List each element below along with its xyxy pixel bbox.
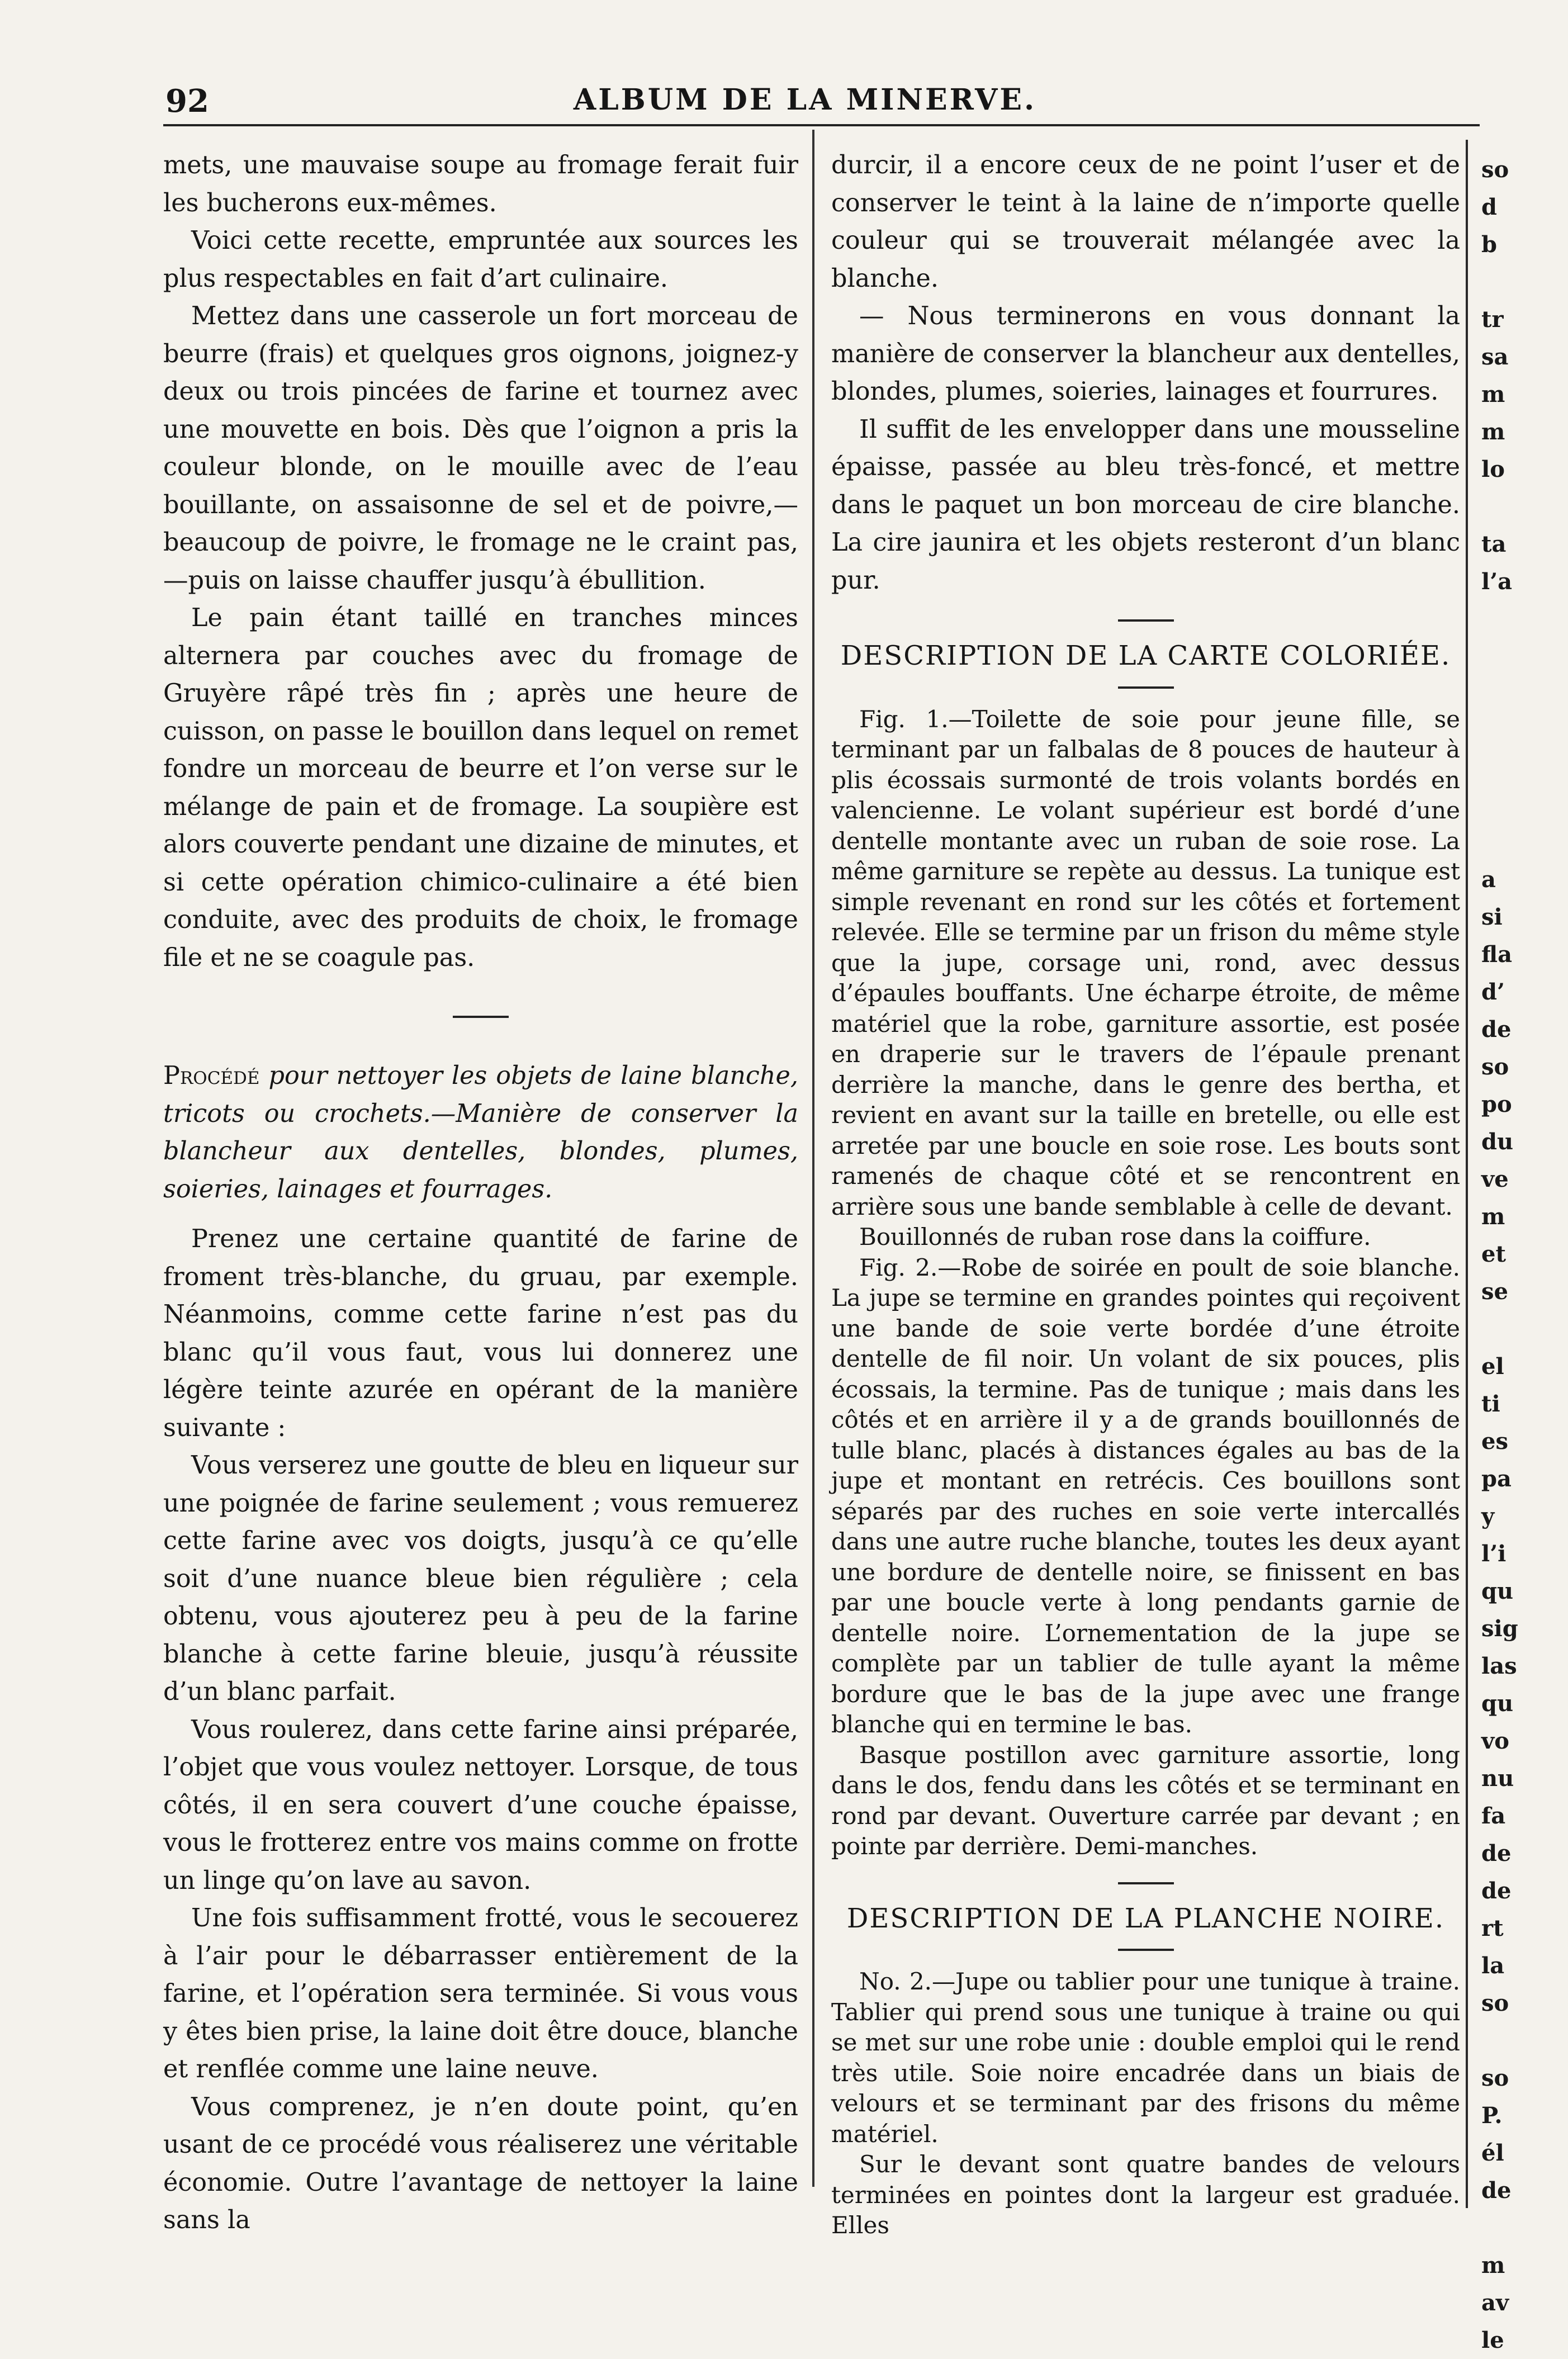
procede-subtitle: pour nettoyer les objets de laine blanche, tricots ou crochets.—Manière de conserver la blancheur aux dentelles, blondes, plumes, soieries, lainages et fourrages.	[163, 1062, 798, 1204]
section-separator	[453, 1016, 509, 1018]
edge-fragment-line	[1481, 1310, 1568, 1348]
edge-fragment-line: l’a	[1481, 569, 1513, 595]
edge-fragment-line: de	[1481, 1016, 1512, 1043]
edge-fragment-line: du	[1481, 1129, 1514, 1155]
edge-fragment-line: vo	[1481, 1728, 1509, 1754]
edge-fragment-line: nu	[1481, 1765, 1514, 1792]
edge-fragment-line	[1481, 488, 1568, 525]
paragraph: Vous verserez une goutte de bleu en liqueur sur une poignée de farine seulement ; vous remuerez cette farine avec vos doigts, jusqu’à ce qu’elle soit d’une nuance bleue bien régulière ; cela obtenu, vous ajouterez peu à peu de la farine blanche à cette farine bleuie, jusqu’à réussite d’un blanc parfait.	[163, 1451, 798, 1706]
section-separator	[1118, 619, 1174, 622]
edge-fragment-line: P.	[1481, 2102, 1503, 2129]
page-number: 92	[165, 83, 209, 120]
edge-fragment-line: so	[1481, 2065, 1509, 2091]
paragraph: Le pain étant taillé en tranches minces alternera par couches avec du fromage de Gruyère râpé très fin ; après une heure de cuisson, on passe le bouillon dans lequel on remet fondre un morceau de beurre et l’on verse sur le mélange de pain et de fromage. La soupière est alors couverte pendant une dizaine de minutes, et si cette opération chimico-culinaire a été bien conduite, avec des produits de choix, le fromage file et ne se coagule pas.	[163, 604, 798, 972]
edge-fragment-line: él	[1481, 2140, 1504, 2166]
edge-fragment-line: et	[1481, 1241, 1506, 1267]
running-head: ALBUM DE LA MINERVE.	[573, 83, 1037, 117]
edge-fragment-line: la	[1481, 1953, 1505, 1979]
edge-fragment-line: m	[1481, 1204, 1505, 1230]
adjacent-page-fragment-bottom	[1481, 861, 1568, 2359]
figure-description: Sur le devant sont quatre bandes de velours terminées en pointes dont la largeur est graduée. Elles	[831, 2150, 1460, 2239]
edge-fragment-line	[1481, 263, 1568, 301]
edge-fragment-line: fa	[1481, 1803, 1506, 1829]
paragraph: — Nous terminerons en vous donnant la manière de conserver la blancheur aux dentelles, blondes, plumes, soieries, lainages et fourrures.	[831, 302, 1460, 406]
edge-fragment-line: ve	[1481, 1166, 1509, 1192]
edge-fragment-line	[1481, 2022, 1568, 2059]
edge-fragment-line: m	[1481, 381, 1505, 408]
paragraph: Une fois suffisamment frotté, vous le secouerez à l’air pour le débarrasser entièrement de la farine, et l’opération sera terminée. Si vous vous y êtes bien prise, la laine doit être douce, blanche et renflée comme une laine neuve.	[163, 1904, 798, 2083]
edge-fragment-line: pa	[1481, 1466, 1512, 1492]
edge-fragment-line: las	[1481, 1653, 1517, 1679]
edge-fragment-line: de	[1481, 1878, 1512, 1904]
edge-fragment-line: d	[1481, 194, 1497, 220]
edge-fragment-line: ta	[1481, 531, 1507, 557]
left-column	[163, 146, 798, 2239]
description-block	[831, 704, 1460, 1862]
edge-fragment-line: le	[1481, 2327, 1504, 2353]
edge-fragment-line: y	[1481, 1503, 1495, 1529]
figure-description: Fig. 2.—Robe de soirée en poult de soie blanche. La jupe se termine en grandes pointes qui reçoivent une bande de soie verte bordée d’une étroite dentelle de fil noir. Un volant de six pouces, plis écossais, la termine. Pas de tunique ; mais dans les côtés et en arrière il y a de grands bouillonnés de tulle blanc, placés à distances égales au bas de la jupe et montant en retrécis. Ces bouillons sont séparés par des ruches en soie verte intercallés dans une autre ruche blanche, toutes les deux ayant une bordure de dentelle noire, se finissent en bas par une boucle verte à long pendants garnie de dentelle noire. L’ornementation de la jupe se complète par un tablier de tulle ayant la même bordure que le bas de la jupe avec une frange blanche qui en termine le bas.	[831, 1253, 1460, 1738]
edge-fragment-line: lo	[1481, 456, 1505, 482]
edge-fragment-line: tr	[1481, 306, 1504, 333]
edge-fragment-line: sig	[1481, 1616, 1518, 1642]
right-column	[831, 146, 1460, 2241]
edge-fragment-line: el	[1481, 1353, 1504, 1380]
edge-fragment-line: de	[1481, 1840, 1512, 1867]
paragraph: Il suffit de les envelopper dans une mousseline épaisse, passée au bleu très-foncé, et mettre dans le paquet un bon morceau de cire blanche. La cire jaunira et les objets resteront d’un blanc pur.	[831, 415, 1460, 595]
right-border-rule	[1466, 140, 1468, 2208]
adjacent-page-fragment-top	[1481, 151, 1568, 600]
section-separator	[1118, 1882, 1174, 1884]
paragraph: Mettez dans une casserole un fort morceau de beurre (frais) et quelques gros oignons, joignez-y deux ou trois pincées de farine et tournez avec une mouvette en bois. Dès que l’oignon a pris la couleur blonde, on le mouille avec de l’eau bouillante, on assaisonne de sel et de poivre,—beaucoup de poivre, le fromage ne le craint pas,—puis on laisse chauffer jusqu’à ébullition.	[163, 302, 798, 595]
paragraph: Prenez une certaine quantité de farine de froment très-blanche, du gruau, par exemple. Néanmoins, comme cette farine n’est pas du blanc qu’il vous faut, vous lui donnerez une légère teinte azurée en opérant de la manière suivante :	[163, 1225, 798, 1442]
edge-fragment-line: l’i	[1481, 1541, 1507, 1567]
edge-fragment-line: fla	[1481, 941, 1512, 968]
edge-fragment-line: se	[1481, 1278, 1508, 1305]
header-rule	[163, 124, 1480, 126]
paragraph: Vous roulerez, dans cette farine ainsi préparée, l’objet que vous voulez nettoyer. Lorsque, de tous côtés, il en sera couvert d’une couche épaisse, vous le frotterez entre vos mains comme on frotte un linge qu’on lave au savon.	[163, 1715, 798, 1895]
edge-fragment-line: ti	[1481, 1391, 1500, 1417]
edge-fragment-line: av	[1481, 2290, 1509, 2316]
paragraph: durcir, il a encore ceux de ne point l’user et de conserver le teint à la laine de n’importe quelle couleur qui se trouverait mélangée avec la blanche.	[831, 151, 1460, 293]
figure-description: Fig. 1.—Toilette de soie pour jeune fille, se terminant par un falbalas de 8 pouces de hauteur à plis écossais surmonté de trois volants bordés en valencienne. Le volant supérieur est bordé d’une dentelle montante avec un ruban de soie rose. La même garniture se repète au dessus. La tunique est simple revenant en rond sur les côtés et fortement relevée. Elle se termine par un frison du même style que la jupe, corsage uni, rond, avec dessus d’épaules bouffants. Une écharpe étroite, de même matériel que la robe, garniture assortie, est posée en draperie sur le travers de l’épaule prenant derrière la manche, dans le genre des bertha, et revient en avant sur la taille en bretelle, ou elle est arretée par une boucle en soie rose. Les bouts sont ramenés de chaque côté et se rencontrent en arrière sous une bande semblable à celle de devant.	[831, 705, 1460, 1220]
description-block	[831, 1967, 1460, 2241]
edge-fragment-line: m	[1481, 2252, 1505, 2279]
edge-fragment-line: rt	[1481, 1915, 1504, 1941]
edge-fragment-line: qu	[1481, 1690, 1514, 1717]
edge-fragment-line: qu	[1481, 1578, 1514, 1604]
paragraph: Vous comprenez, je n’en doute point, qu’en usant de ce procédé vous réaliserez une véritable économie. Outre l’avantage de nettoyer la laine sans la	[163, 2092, 798, 2234]
figure-description: Basque postillon avec garniture assortie, long dans le dos, fendu dans les côtés et se terminant en rond par devant. Ouverture carrée par devant ; en pointe par derrière. Demi-manches.	[831, 1741, 1460, 1860]
section-heading: DESCRIPTION DE LA PLANCHE NOIRE.	[846, 1902, 1445, 1934]
section-separator	[1118, 686, 1174, 689]
edge-fragment-line: m	[1481, 419, 1505, 445]
figure-description: Bouillonnés de ruban rose dans la coiffure.	[859, 1223, 1371, 1250]
edge-fragment-line: so	[1481, 1054, 1509, 1080]
edge-fragment-line: a	[1481, 866, 1496, 893]
column-divider	[812, 130, 814, 2187]
edge-fragment-line: po	[1481, 1091, 1512, 1117]
procede-lead: Procédé	[163, 1062, 260, 1090]
edge-fragment-line: b	[1481, 231, 1497, 258]
edge-fragment-line: d’	[1481, 979, 1505, 1005]
edge-fragment-line: es	[1481, 1428, 1508, 1455]
figure-description: No. 2.—Jupe ou tablier pour une tunique à traine. Tablier qui prend sous une tunique à traine ou qui se met sur une robe unie : double emploi qui le rend très utile. Soie noire encadrée dans un biais de velours et se terminant par des frisons du même matériel.	[831, 1968, 1460, 2148]
edge-fragment-line: si	[1481, 904, 1503, 930]
edge-fragment-line: so	[1481, 157, 1509, 183]
edge-fragment-line: de	[1481, 2177, 1512, 2204]
edge-fragment-line	[1481, 2209, 1568, 2247]
section-separator	[1118, 1949, 1174, 1951]
paragraph: Voici cette recette, empruntée aux sources les plus respectables en fait d’art culinaire.	[163, 226, 798, 293]
paragraph: mets, une mauvaise soupe au fromage ferait fuir les bucherons eux-mêmes.	[163, 151, 798, 217]
edge-fragment-line: sa	[1481, 344, 1509, 370]
procede-title	[163, 1057, 798, 1208]
section-heading: DESCRIPTION DE LA CARTE COLORIÉE.	[840, 640, 1451, 671]
edge-fragment-line: so	[1481, 1990, 1509, 2016]
